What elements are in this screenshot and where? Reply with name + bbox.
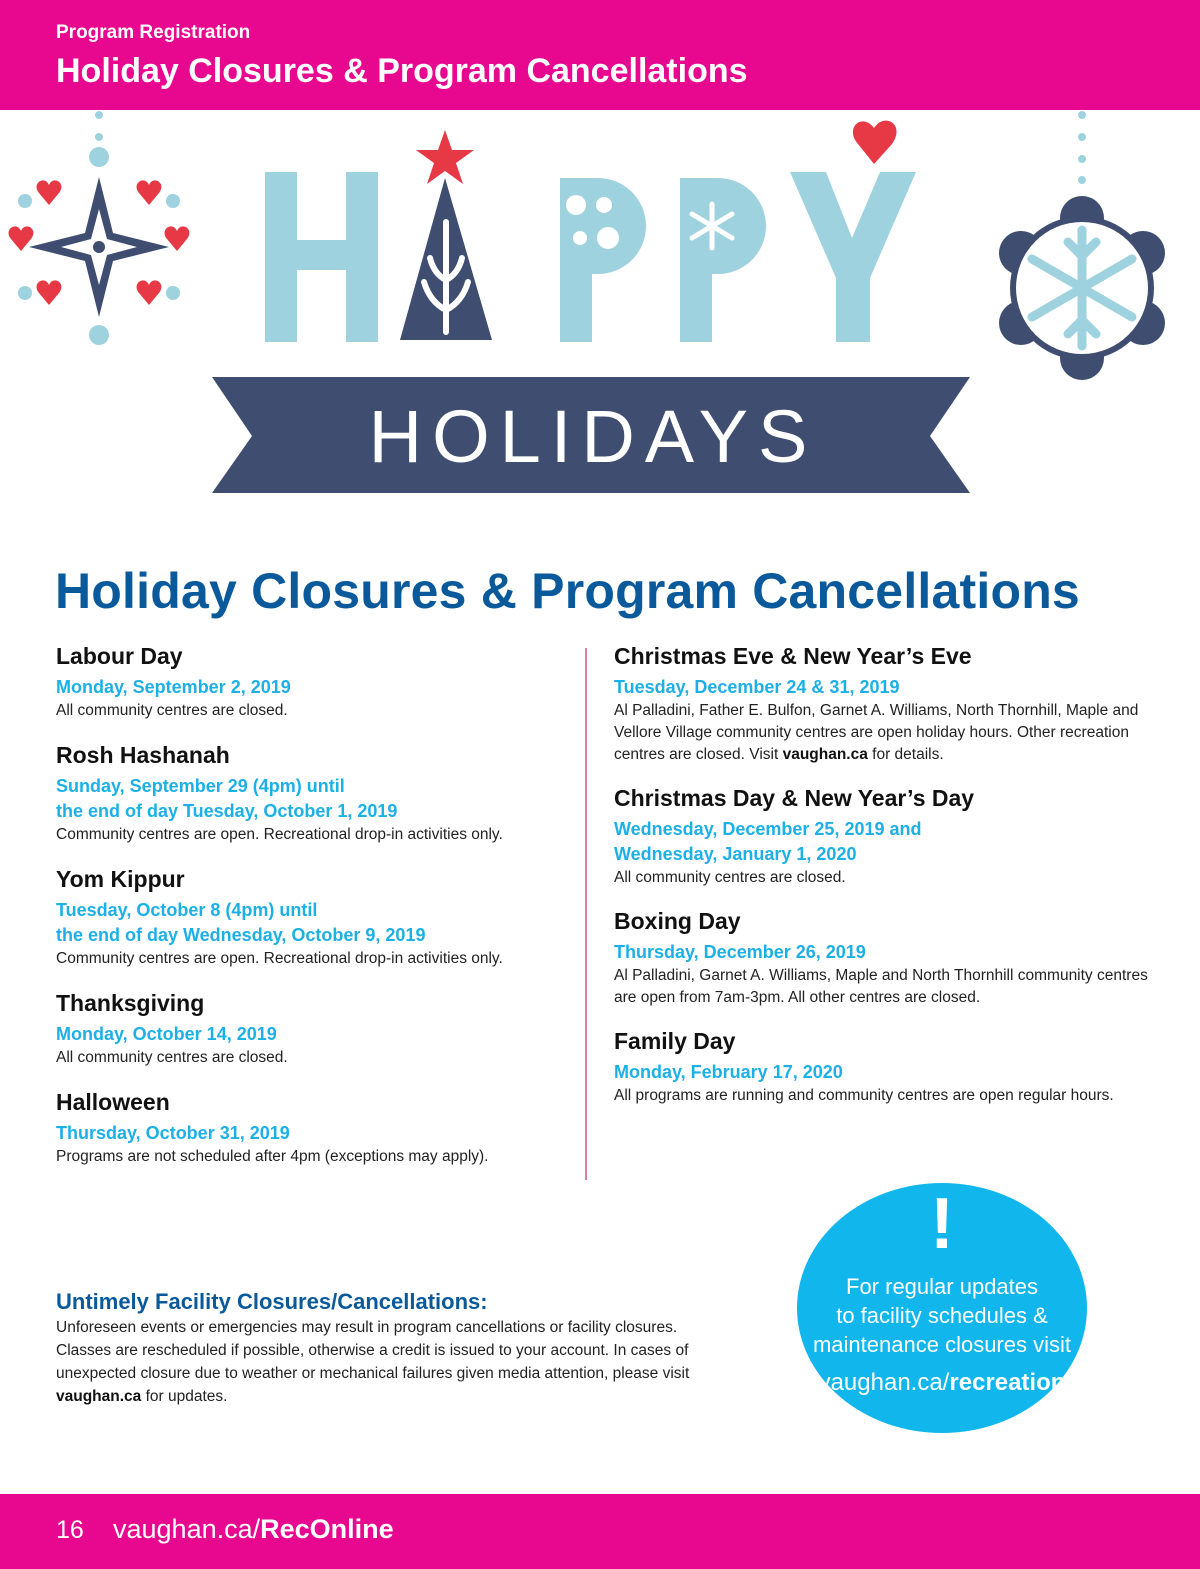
happy-lettering [265, 121, 916, 342]
holiday-entry [614, 1027, 1174, 1107]
callout-text: For regular updates to facility schedules & maintenance closures visit [812, 1274, 1071, 1357]
holiday-date: Thursday, December 26, 2019 [614, 942, 866, 962]
holiday-description: All programs are running and community centres are open regular hours. [614, 1087, 1114, 1104]
footer-bar [0, 1494, 1200, 1569]
column-divider [585, 648, 587, 1180]
holiday-entry [56, 741, 576, 846]
page-number: 16 [56, 1516, 84, 1544]
exclamation-icon: ! [930, 1184, 954, 1264]
recreation-link[interactable]: vaughan.ca/recreation [818, 1369, 1066, 1396]
holiday-description: Al Palladini, Father E. Bulfon, Garnet A. Williams, North Thornhill, Maple and Vellore Village community centres are open holiday hours. Other recreation centres are closed. Visit vaughan.ca for details. [614, 702, 1139, 763]
holiday-name: Thanksgiving [56, 990, 205, 1016]
holiday-date: Tuesday, October 8 (4pm) until the end of day Wednesday, October 9, 2019 [56, 900, 426, 945]
happy-holidays-banner [0, 110, 1200, 530]
section-label: Program Registration [56, 22, 251, 43]
vaughan-link[interactable]: vaughan.ca [782, 746, 868, 763]
right-holiday-column [614, 642, 1174, 1125]
holiday-description: Programs are not scheduled after 4pm (exceptions may apply). [56, 1148, 489, 1165]
holiday-description: Al Palladini, Garnet A. Williams, Maple and North Thornhill community centres are open from 7am-3pm. All other centres are closed. [614, 967, 1148, 1006]
holiday-name: Labour Day [56, 643, 183, 669]
holiday-date: Monday, February 17, 2020 [614, 1062, 843, 1082]
holiday-entry [614, 784, 1174, 889]
holiday-date: Monday, October 14, 2019 [56, 1024, 277, 1044]
holiday-name: Halloween [56, 1089, 170, 1115]
left-ornament-icon [9, 147, 190, 345]
holiday-date: Wednesday, December 25, 2019 and Wednesday, January 1, 2020 [614, 819, 922, 864]
left-holiday-column [56, 642, 576, 1187]
header-title: Holiday Closures & Program Cancellations [56, 52, 748, 90]
holiday-entry [56, 865, 576, 970]
holiday-entry [56, 989, 576, 1069]
holiday-date: Monday, September 2, 2019 [56, 677, 291, 697]
untimely-body: Unforeseen events or emergencies may result in program cancellations or facility closures. Classes are rescheduled if possible, otherwise a credit is issued to your account. In cases of unexpected closure due to weather or mechanical failures given media attention, please visit vaughan.ca for updates. [56, 1319, 690, 1405]
holiday-entry [56, 1088, 576, 1168]
right-ornament-icon [999, 196, 1165, 380]
holiday-description: All community centres are closed. [56, 1049, 288, 1066]
holiday-description: Community centres are open. Recreational drop-in activities only. [56, 950, 503, 967]
page-title: Holiday Closures & Program Cancellations [55, 563, 1080, 619]
holiday-date: Thursday, October 31, 2019 [56, 1123, 290, 1143]
holiday-name: Family Day [614, 1028, 736, 1054]
header-bar [0, 0, 1200, 110]
holiday-entry [614, 642, 1174, 766]
holiday-date: Sunday, September 29 (4pm) until the end of day Tuesday, October 1, 2019 [56, 776, 398, 821]
untimely-closures-section [56, 1288, 706, 1408]
holiday-name: Rosh Hashanah [56, 742, 230, 768]
holiday-entry [614, 907, 1174, 1009]
holiday-name: Christmas Day & New Year’s Day [614, 785, 975, 811]
holiday-name: Yom Kippur [56, 866, 185, 892]
holidays-text: HOLIDAYS [368, 395, 818, 478]
holiday-name: Boxing Day [614, 908, 741, 934]
reconline-link[interactable]: vaughan.ca/RecOnline [113, 1514, 394, 1544]
holiday-description: All community centres are closed. [56, 702, 288, 719]
callout-content [791, 1180, 1093, 1430]
holiday-date: Tuesday, December 24 & 31, 2019 [614, 677, 900, 697]
holiday-description: All community centres are closed. [614, 869, 846, 886]
holiday-name: Christmas Eve & New Year’s Eve [614, 643, 972, 669]
vaughan-link[interactable]: vaughan.ca [56, 1388, 142, 1405]
holiday-description: Community centres are open. Recreational drop-in activities only. [56, 826, 503, 843]
untimely-title: Untimely Facility Closures/Cancellations: [56, 1289, 488, 1314]
holiday-entry [56, 642, 576, 722]
